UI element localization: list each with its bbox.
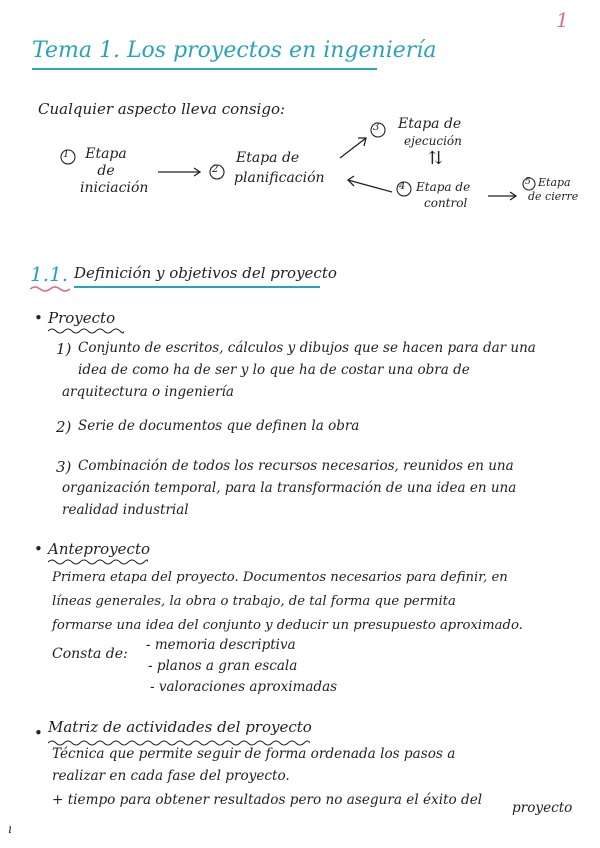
proyecto-item-2-number: 2) [56,418,72,436]
consta-item-3: - valoraciones aproximadas [150,679,338,695]
stage-2-number: 2 [212,164,219,175]
stage-5-label-line2: de cierre [528,190,579,203]
footer-mark: ı [8,822,12,836]
bidirectional-arrow-icon: ⇅ [428,148,444,169]
page-number: 1 [556,8,569,32]
proyecto-heading: Proyecto [48,309,116,327]
anteproyecto-line2: líneas generales, la obra o trabajo, de tal forma que permita [52,594,456,609]
stage-4-label-line1: Etapa de [416,180,471,194]
proyecto-item-3-number: 3) [56,458,72,476]
matriz-heading: Matriz de actividades del proyecto [48,718,312,736]
stage-1-number: 1 [63,149,70,160]
stage-3-number: 3 [373,122,380,133]
stage-4-label-line2: control [424,196,468,210]
proyecto-item-1-line1: Conjunto de escritos, cálculos y dibujos que se hacen para dar una [78,340,536,356]
consta-item-2: - planos a gran escala [148,658,298,674]
consta-item-1: - memoria descriptiva [146,637,296,653]
anteproyecto-line1: Primera etapa del proyecto. Documentos necesarios para definir, en [52,570,508,585]
proyecto-wavy-underline [48,327,124,335]
stage-3-label-line2: ejecución [404,134,462,148]
section-number-wavy-underline [30,285,70,293]
bullet-proyecto: • [34,309,43,327]
section-number: 1.1. [30,262,69,286]
anteproyecto-heading: Anteproyecto [48,540,151,558]
stage-1-label-line1: Etapa [85,146,127,162]
proyecto-item-1-line3: arquitectura o ingeniería [62,384,234,400]
stage-1-label-line3: iniciación [80,180,149,196]
section-title-underline [74,286,320,288]
proyecto-item-3-line3: realidad industrial [62,502,189,518]
stage-4-number: 4 [399,181,406,192]
matriz-line4: proyecto [512,800,573,816]
proyecto-item-3-line2: organización temporal, para la transformación de una idea en una [62,480,517,496]
proyecto-item-1-line2: idea de como ha de ser y lo que ha de costar una obra de [78,362,470,378]
stage-2-label-line2: planificación [234,170,325,186]
proyecto-item-3-line1: Combinación de todos los recursos necesarios, reunidos en una [78,458,514,474]
proyecto-item-2-line1: Serie de documentos que definen la obra [78,418,360,434]
matriz-line3: + tiempo para obtener resultados pero no asegura el éxito del [52,792,483,808]
stage-1-label-line2: de [97,163,115,179]
page-title: Tema 1. Los proyectos en ingeniería [32,38,437,63]
intro-text: Cualquier aspecto lleva consigo: [38,100,286,118]
matriz-line2: realizar en cada fase del proyecto. [52,768,290,784]
section-title: Definición y objetivos del proyecto [74,264,337,282]
anteproyecto-wavy-underline [48,558,148,566]
diagram-arrows [0,0,600,260]
bullet-anteproyecto: • [34,540,43,558]
stage-3-label-line1: Etapa de [398,116,462,132]
stage-2-label-line1: Etapa de [236,150,300,166]
consta-de-label: Consta de: [52,646,128,662]
stage-5-number: 5 [525,177,531,187]
stage-5-label-line1: Etapa [538,176,571,189]
proyecto-item-1-number: 1) [56,340,72,358]
bullet-matriz: • [34,724,43,742]
anteproyecto-line3: formarse una idea del conjunto y deducir un presupuesto aproximado. [52,618,523,633]
matriz-line1: Técnica que permite seguir de forma ordenada los pasos a [52,746,456,762]
